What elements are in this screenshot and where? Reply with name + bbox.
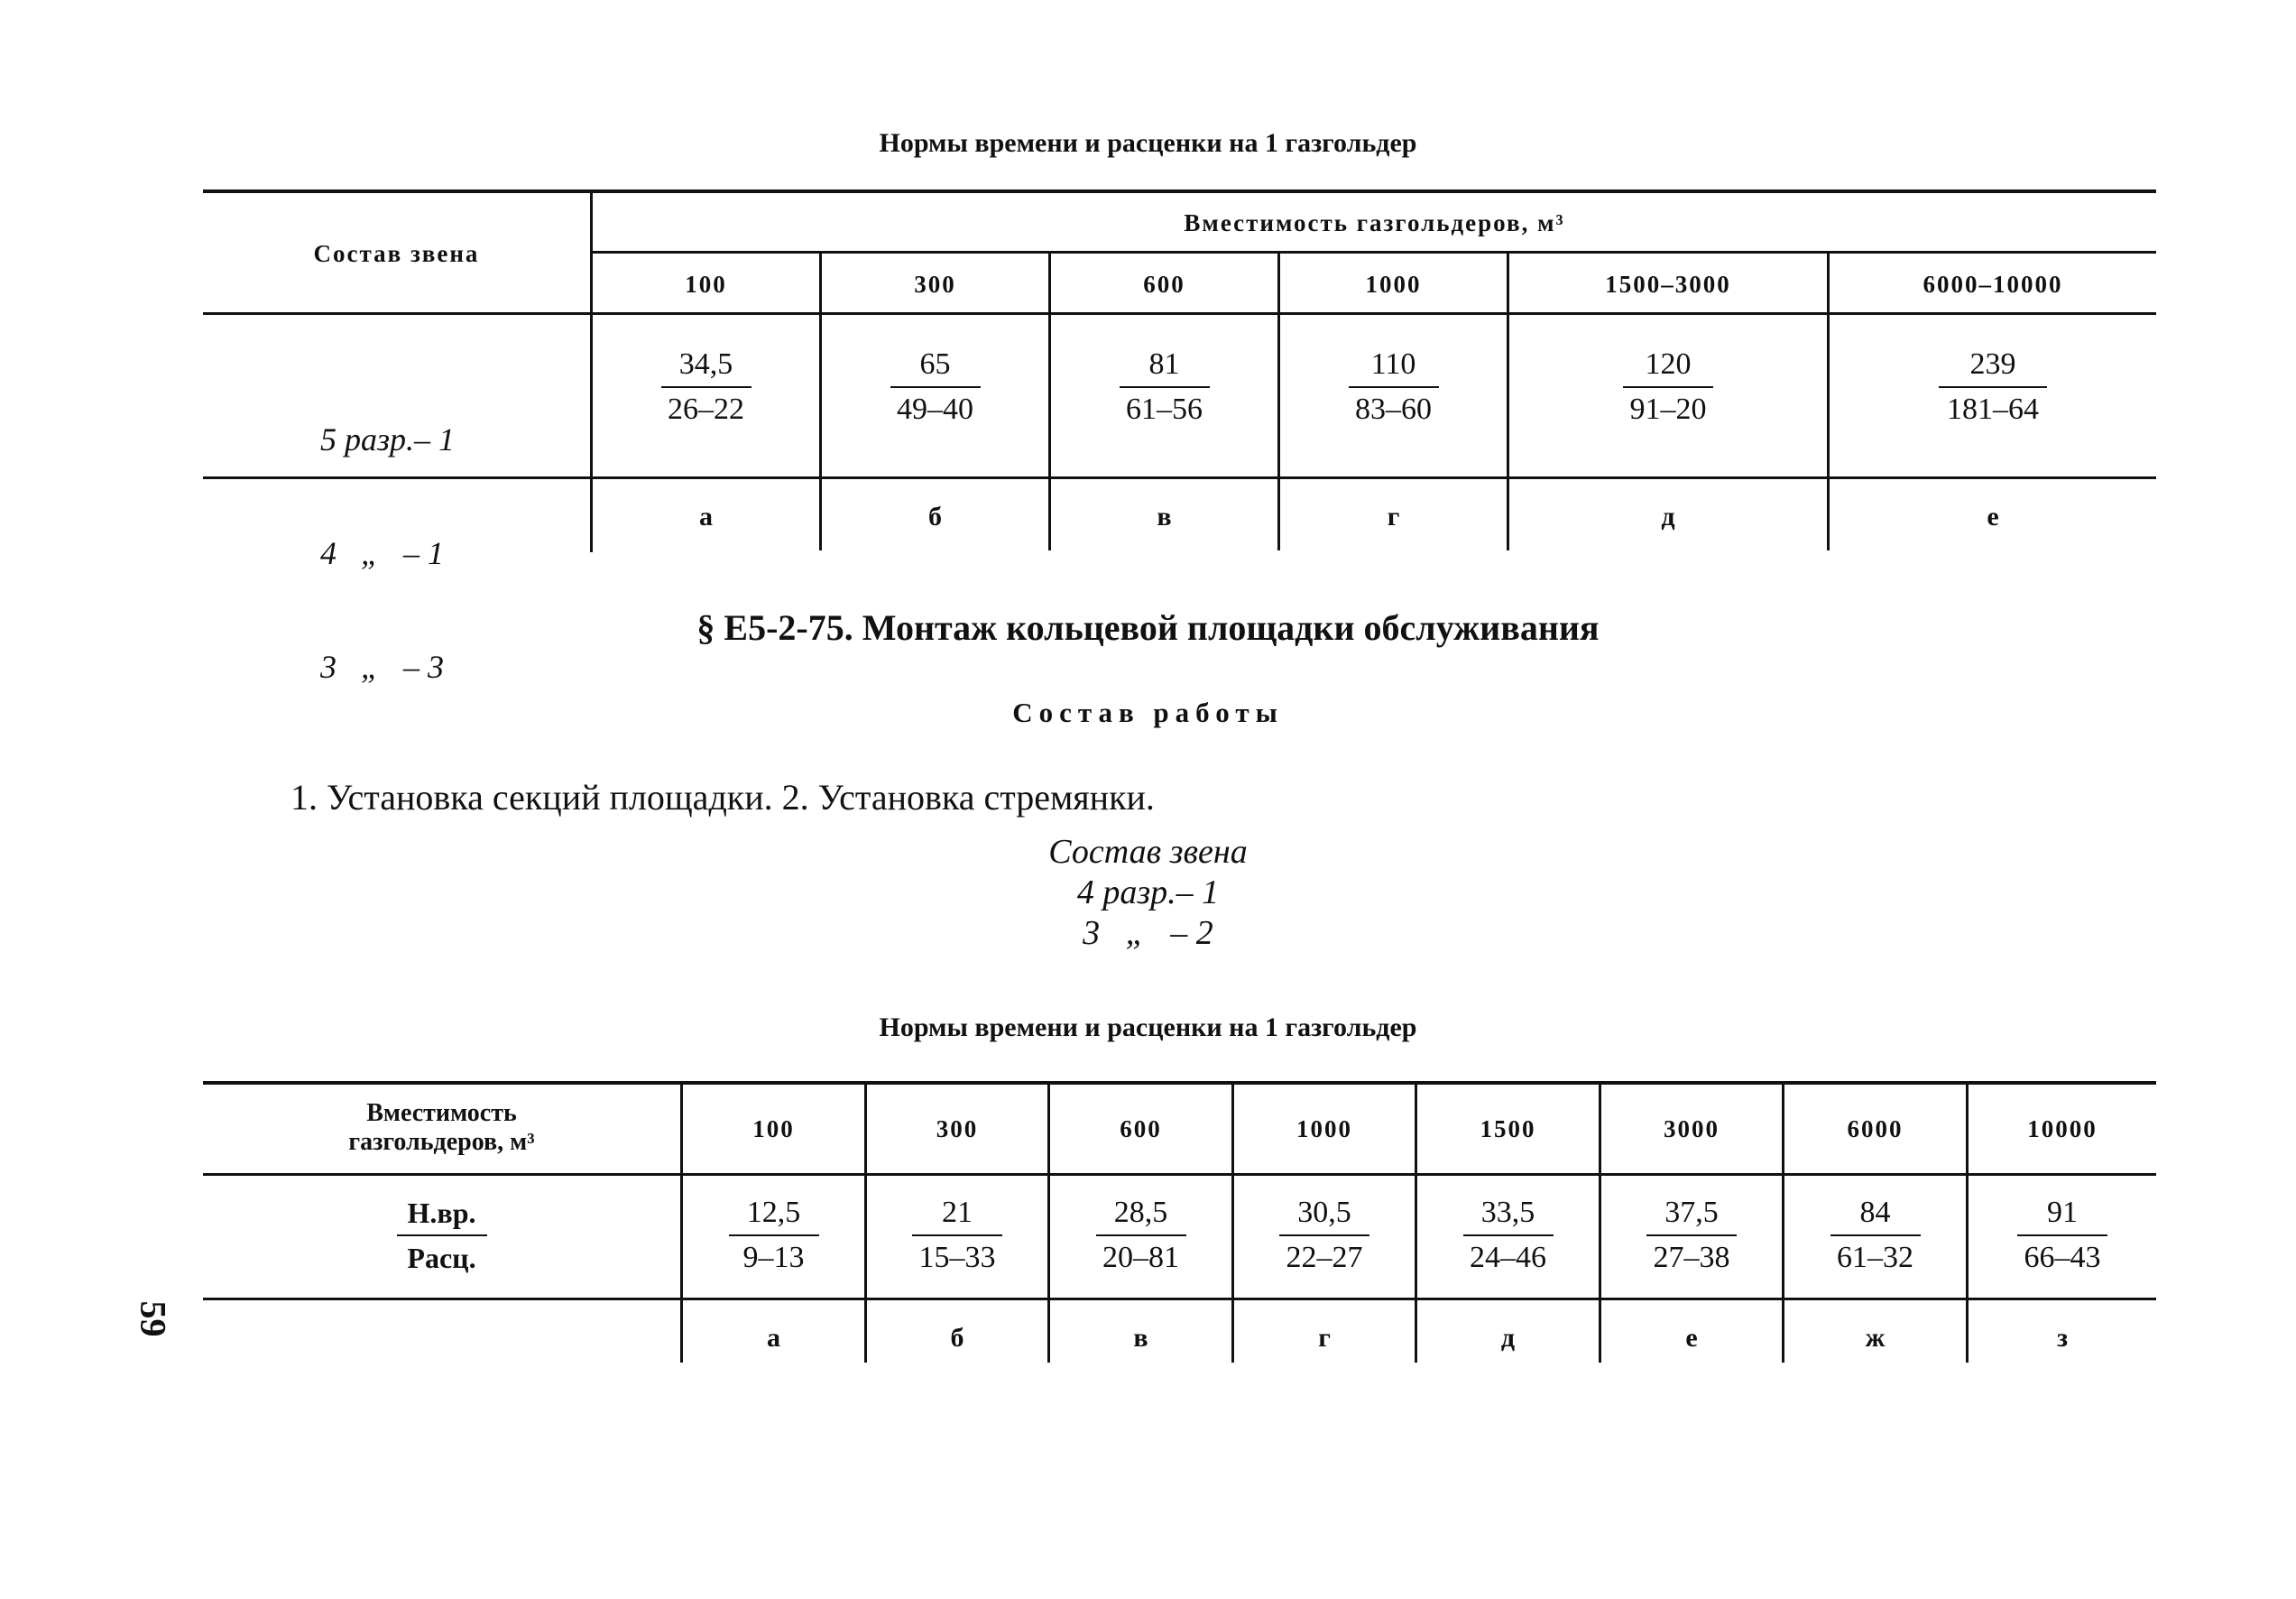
rate: 27–38 bbox=[1653, 1241, 1730, 1274]
table2-capacity: 1000 bbox=[1296, 1115, 1352, 1142]
table1-capacity: 600 bbox=[1143, 271, 1185, 298]
table1-caption: Нормы времени и расценки на 1 газгольдер bbox=[879, 128, 1417, 158]
table2-value bbox=[867, 1191, 1047, 1280]
table2-column-letter: ж bbox=[1865, 1323, 1886, 1353]
rate: 24–46 bbox=[1470, 1241, 1546, 1274]
norm-time: 21 bbox=[942, 1196, 973, 1229]
table2-value bbox=[1234, 1191, 1415, 1280]
norm-time: 65 bbox=[919, 347, 951, 381]
table2-capacity: 300 bbox=[936, 1115, 979, 1142]
norm-time: 34,5 bbox=[678, 347, 733, 381]
norm-time: 91 bbox=[2047, 1196, 2078, 1229]
rate: 9–13 bbox=[742, 1241, 805, 1274]
table2-value bbox=[1050, 1191, 1231, 1280]
rate: 26–22 bbox=[668, 393, 744, 426]
crew-line: 3 „ – 3 bbox=[320, 649, 445, 685]
crew-line: 3 „ – 2 bbox=[1083, 914, 1213, 952]
norm-time: 33,5 bbox=[1480, 1196, 1535, 1229]
table1-value bbox=[593, 343, 819, 431]
rate: 91–20 bbox=[1629, 393, 1707, 426]
rate: 61–56 bbox=[1126, 393, 1203, 426]
table1-value bbox=[1051, 343, 1277, 431]
table1-column-letter: е bbox=[1987, 502, 1999, 531]
table1-header-rule bbox=[203, 312, 2156, 315]
table2-column-letter: в bbox=[1133, 1323, 1148, 1353]
crew-block bbox=[0, 832, 2296, 954]
table2-capacity: 600 bbox=[1120, 1115, 1162, 1142]
rate: 61–32 bbox=[1837, 1241, 1913, 1274]
section-title: § Е5-2-75. Монтаж кольцевой площадки обслуживания bbox=[696, 607, 1600, 648]
table2-capacity: 3000 bbox=[1664, 1115, 1720, 1142]
table2-capacity: 1500 bbox=[1480, 1115, 1536, 1142]
table2-value bbox=[1784, 1191, 1966, 1280]
norm-time: 239 bbox=[1969, 347, 2016, 381]
table1-column-letter: д bbox=[1661, 502, 1675, 531]
norm-time: 30,5 bbox=[1297, 1196, 1351, 1229]
table2-capacity: 6000 bbox=[1847, 1115, 1904, 1142]
rate: 20–81 bbox=[1102, 1241, 1179, 1274]
table1-value bbox=[1280, 343, 1507, 431]
work-heading: Состав работы bbox=[1012, 697, 1284, 728]
table2-row-header bbox=[203, 1099, 680, 1157]
norm-time: 37,5 bbox=[1664, 1196, 1719, 1229]
rate: 22–27 bbox=[1286, 1241, 1363, 1274]
table1-value bbox=[822, 343, 1048, 431]
table1-capacity-header: Вместимость газгольдеров, м³ bbox=[1184, 209, 1565, 236]
table2-column-letter: д bbox=[1500, 1323, 1516, 1353]
rate: 66–43 bbox=[2024, 1241, 2101, 1274]
crew-line: 5 разр.– 1 bbox=[320, 421, 456, 458]
table1-column-letter: в bbox=[1157, 502, 1172, 531]
row-header-line: газгольдеров, м³ bbox=[348, 1128, 535, 1156]
table1-capacity: 6000–10000 bbox=[1923, 271, 2063, 298]
table2-column-letter: з bbox=[2056, 1323, 2069, 1353]
table2-value bbox=[683, 1191, 864, 1280]
table2-capacity: 100 bbox=[752, 1115, 795, 1142]
table1-body-rule bbox=[203, 476, 2156, 479]
table2-value bbox=[1601, 1191, 1782, 1280]
table1-capacity: 100 bbox=[685, 271, 727, 298]
table1-capacity: 1000 bbox=[1365, 271, 1422, 298]
norm-time: 84 bbox=[1859, 1196, 1891, 1229]
crew-line: 4 „ – 1 bbox=[320, 535, 445, 571]
table2-column-letter: г bbox=[1318, 1323, 1331, 1353]
table2-value bbox=[1417, 1191, 1599, 1280]
table1-capacity: 1500–3000 bbox=[1605, 271, 1731, 298]
table2-capacity: 10000 bbox=[2027, 1115, 2098, 1142]
table2-top-rule bbox=[203, 1081, 2156, 1085]
table2-caption: Нормы времени и расценки на 1 газгольдер bbox=[879, 1012, 1417, 1042]
crew-heading: Состав звена bbox=[1048, 833, 1248, 871]
rate: 83–60 bbox=[1355, 393, 1432, 426]
table2-column-letter: а bbox=[767, 1323, 780, 1353]
rate-label: Расц. bbox=[407, 1242, 476, 1274]
norm-time: 28,5 bbox=[1113, 1196, 1168, 1229]
table2-column-letter: е bbox=[1685, 1323, 1698, 1353]
table1-column-letter: б bbox=[928, 502, 942, 531]
work-text: 1. Установка секций площадки. 2. Установка стремянки. bbox=[290, 777, 1155, 818]
rate: 15–33 bbox=[918, 1241, 996, 1274]
table1-value bbox=[1509, 343, 1827, 431]
page-number: 59 bbox=[133, 1300, 174, 1337]
row-header-line: Вместимость bbox=[366, 1099, 517, 1127]
table2-body-rule bbox=[203, 1298, 2156, 1300]
crew-line: 4 разр.– 1 bbox=[1076, 873, 1220, 911]
table1-value bbox=[1830, 343, 2156, 431]
norm-time: 12,5 bbox=[746, 1196, 801, 1229]
table1-top-rule bbox=[203, 189, 2156, 193]
table2-column-letter: б bbox=[950, 1323, 964, 1353]
table2-header-rule bbox=[203, 1173, 2156, 1176]
table2-row-label bbox=[203, 1191, 680, 1280]
table1-column-letter: г bbox=[1387, 502, 1400, 531]
rate: 181–64 bbox=[1947, 393, 2039, 426]
norm-time: 120 bbox=[1645, 347, 1692, 381]
table2-value bbox=[1969, 1191, 2156, 1280]
norm-time: 81 bbox=[1148, 347, 1180, 381]
table1-crew-header: Состав звена bbox=[313, 240, 480, 267]
table1-column-letter: а bbox=[699, 502, 713, 531]
norm-time-label: Н.вр. bbox=[407, 1197, 476, 1229]
rate: 49–40 bbox=[897, 393, 973, 426]
table1-group-rule bbox=[591, 251, 2156, 254]
table1-capacity: 300 bbox=[914, 271, 956, 298]
norm-time: 110 bbox=[1370, 347, 1416, 381]
